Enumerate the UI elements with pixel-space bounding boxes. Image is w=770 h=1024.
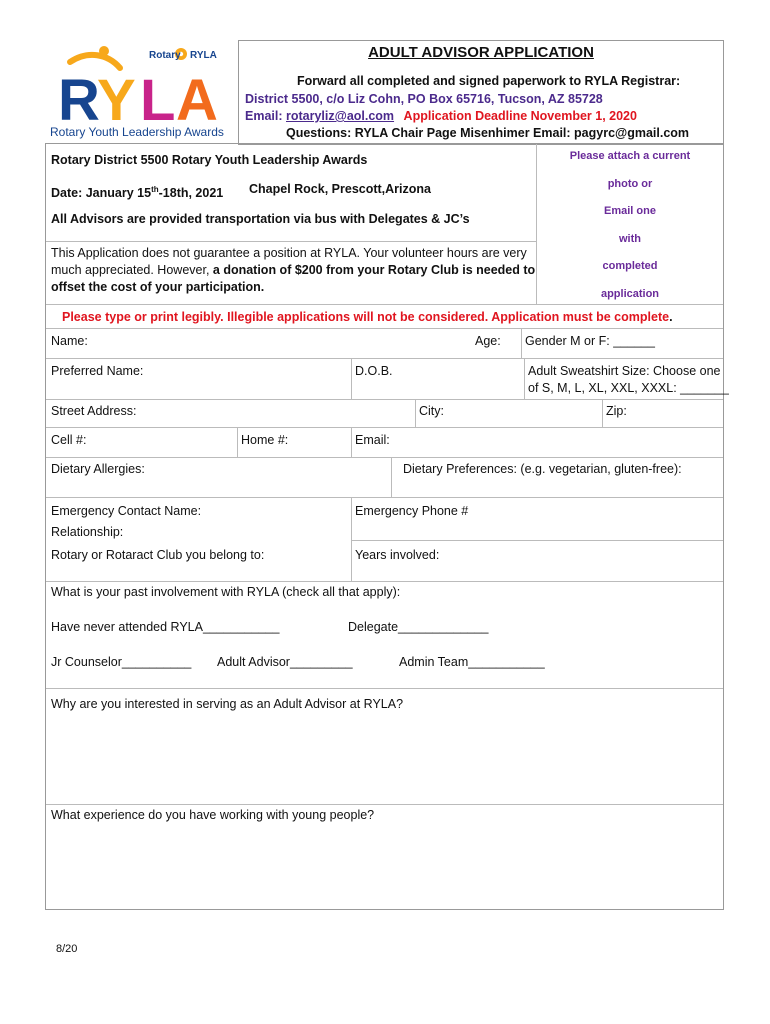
field-sweatshirt-size-2: of S, M, L, XL, XXL, XXXL: _______ bbox=[528, 381, 729, 395]
field-city[interactable]: City: bbox=[419, 404, 444, 418]
question-experience: What experience do you have working with young people? bbox=[51, 808, 375, 822]
field-gender[interactable]: Gender M or F: ______ bbox=[525, 334, 655, 348]
field-home-phone[interactable]: Home #: bbox=[241, 433, 289, 447]
answer-experience[interactable] bbox=[46, 825, 723, 908]
header-forward-line: Forward all completed and signed paperwork to RYLA Registrar: bbox=[297, 74, 681, 88]
header-questions: Questions: RYLA Chair Page Misenhimer Email: pagyrc@gmail.com bbox=[286, 126, 690, 140]
answer-why-interested[interactable] bbox=[46, 714, 723, 804]
field-emergency-contact[interactable]: Emergency Contact Name: bbox=[51, 504, 202, 518]
ryla-logo bbox=[48, 40, 238, 140]
field-street-address[interactable]: Street Address: bbox=[51, 404, 137, 418]
field-dietary-preferences[interactable]: Dietary Preferences: (e.g. vegetarian, gluten-free): bbox=[403, 462, 682, 476]
field-age[interactable]: Age: bbox=[475, 334, 501, 348]
option-jr-counselor[interactable]: Jr Counselor__________ bbox=[51, 655, 192, 669]
field-emergency-phone[interactable]: Emergency Phone # bbox=[355, 504, 469, 518]
logo-tagline: Rotary Youth Leadership Awards bbox=[50, 125, 224, 139]
field-email[interactable]: Email: bbox=[355, 433, 390, 447]
form-frame bbox=[45, 143, 729, 910]
field-dob[interactable]: D.O.B. bbox=[355, 364, 393, 378]
rotary-mini-label: Rotary bbox=[149, 50, 181, 61]
transport-note: All Advisors are provided transportation via bus with Delegates & JC’s bbox=[51, 212, 470, 226]
field-zip[interactable]: Zip: bbox=[606, 404, 627, 418]
registrar-email-link[interactable]: rotaryliz@aol.com bbox=[286, 109, 395, 123]
logo-letter-r: R bbox=[58, 68, 100, 133]
field-preferred-name[interactable]: Preferred Name: bbox=[51, 364, 144, 378]
option-adult-advisor[interactable]: Adult Advisor_________ bbox=[217, 655, 353, 669]
field-years-involved[interactable]: Years involved: bbox=[355, 548, 440, 562]
header-box bbox=[238, 40, 724, 145]
logo-letter-l: L bbox=[140, 68, 176, 133]
field-name[interactable]: Name: bbox=[51, 334, 88, 348]
option-admin-team[interactable]: Admin Team___________ bbox=[399, 655, 545, 669]
logo-letter-y: Y bbox=[97, 68, 136, 133]
photo-instructions: Please attach a current photo or Email one with completed application bbox=[569, 150, 691, 300]
ryla-logo-graphic bbox=[48, 40, 238, 140]
form-version: 8/20 bbox=[56, 943, 78, 955]
email-label: Email: bbox=[245, 109, 286, 123]
disclaimer-line-1: This Application does not guarantee a position at RYLA. Your volunteer hours are very bbox=[51, 246, 527, 260]
district-heading: Rotary District 5500 Rotary Youth Leadership Awards bbox=[51, 153, 368, 167]
event-date: Date: January 15th-18th, 2021 bbox=[51, 185, 224, 201]
field-relationship[interactable]: Relationship: bbox=[51, 525, 124, 539]
page-title: ADULT ADVISOR APPLICATION bbox=[368, 44, 594, 61]
header-address: District 5500, c/o Liz Cohn, PO Box 65716, Tucson, AZ 85728 bbox=[245, 92, 603, 106]
involvement-question: What is your past involvement with RYLA (check all that apply): bbox=[51, 585, 401, 599]
logo-letter-a: A bbox=[176, 68, 218, 133]
option-never-attended[interactable]: Have never attended RYLA___________ bbox=[51, 620, 280, 634]
option-delegate[interactable]: Delegate_____________ bbox=[348, 620, 489, 634]
field-dietary-allergies[interactable]: Dietary Allergies: bbox=[51, 462, 145, 476]
field-cell-phone[interactable]: Cell #: bbox=[51, 433, 87, 447]
disclaimer-line-3: offset the cost of your participation. bbox=[51, 280, 265, 294]
application-deadline: Application Deadline November 1, 2020 bbox=[403, 109, 637, 123]
field-rotary-club[interactable]: Rotary or Rotaract Club you belong to: bbox=[51, 548, 265, 562]
ryla-mini-label: RYLA bbox=[190, 50, 217, 61]
event-location: Chapel Rock, Prescott,Arizona bbox=[249, 182, 431, 196]
disclaimer-line-2: much appreciated. However, a donation of $200 from your Rotary Club is needed to bbox=[51, 263, 536, 277]
field-sweatshirt-size[interactable]: Adult Sweatshirt Size: Choose one bbox=[528, 364, 721, 378]
header-email-line bbox=[245, 109, 637, 123]
legibility-notice: Please type or print legibly. Illegible applications will not be considered. Application must be complete. bbox=[62, 310, 673, 324]
question-why-interested: Why are you interested in serving as an Adult Advisor at RYLA? bbox=[51, 697, 404, 711]
